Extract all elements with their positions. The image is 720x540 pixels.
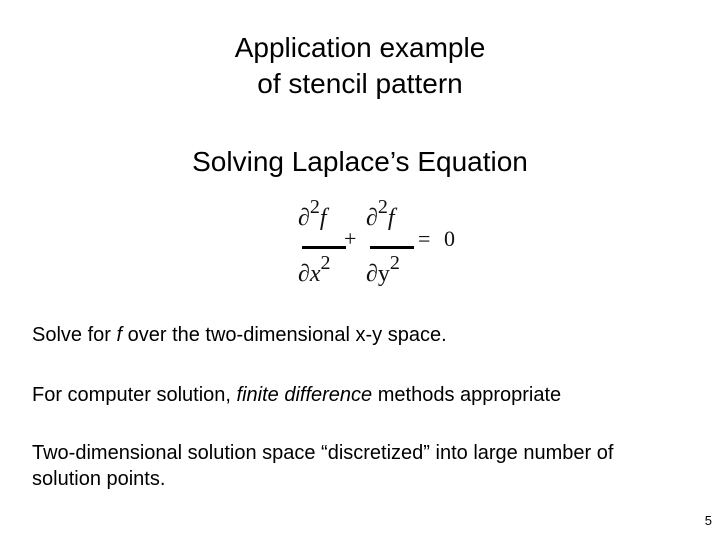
function-symbol: f [387,205,395,231]
exponent: 2 [389,252,400,274]
fraction-y-numerator [366,198,395,239]
paragraph-discretized: Two-dimensional solution space “discretized” into large number of solution points. [32,442,614,490]
partial-symbol: ∂ [366,205,378,231]
paragraph-finite-difference [32,382,692,408]
laplace-equation [290,198,470,302]
italic-term: finite difference [236,384,373,406]
equals-sign: = [418,226,431,251]
exponent: 2 [309,196,320,218]
paragraph-solve-for-f [32,322,692,348]
paragraph-text: For computer solution, [32,384,237,406]
slide-title-line-1: Application example [234,32,486,63]
slide-title [0,30,720,102]
page-number: 5 [704,513,712,528]
partial-symbol: ∂ [366,261,378,287]
paragraph-text: methods appropriate [372,384,562,406]
function-symbol: f [319,205,327,231]
exponent: 2 [320,252,331,274]
fraction-y-denominator [366,254,400,295]
variable-y: y [377,261,390,287]
slide-subtitle: Solving Laplace’s Equation [192,146,528,177]
partial-symbol: ∂ [298,261,310,287]
fraction-x-denominator [298,254,331,295]
paragraph-text: over the two-dimensional x-y space. [122,324,447,346]
exponent: 2 [377,196,388,218]
fraction-x-numerator [298,198,327,239]
equation-rhs: 0 [444,226,455,251]
slide-title-line-2: of stencil pattern [257,68,463,99]
variable-x: x [309,261,321,287]
partial-symbol: ∂ [298,205,310,231]
paragraph-text: Solve for [32,324,117,346]
italic-term: f [116,324,123,346]
plus-sign: + [344,226,357,251]
fraction-bar [302,246,346,249]
fraction-bar [370,246,414,249]
